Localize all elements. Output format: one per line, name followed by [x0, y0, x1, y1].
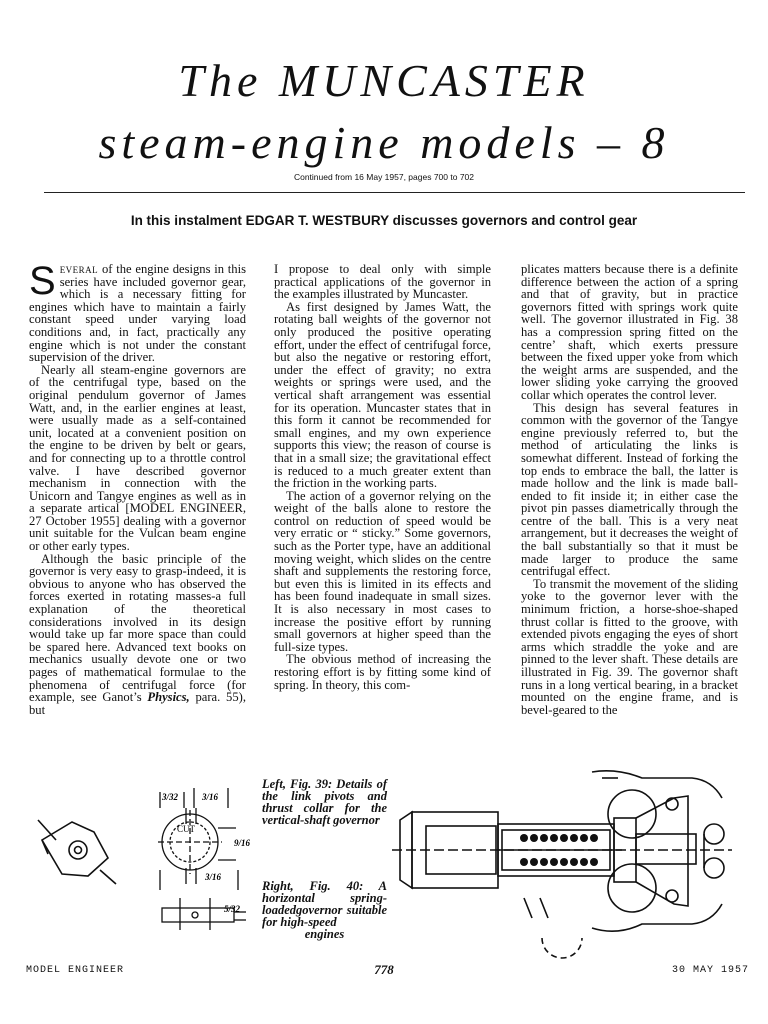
paragraph: Nearly all steam-engine governors are of the centrifugal type, based on the original pendulum governor of James Watt, and, in the earlier engines at least, were usually made as a self-contained unit, located at a convenient position on the engine to be driven by belt or gears, and for connecting up to a throttle control valve. I have described governor mechanism in connection with the Unicorn and Tangye engines as well as in a separate artical [MODEL ENGINEER, 27 October 1955] dealing with a governor unit suitable for the Vulcan beam engine or other early types. [29, 362, 246, 554]
paragraph [29, 259, 246, 365]
header-rule [44, 192, 745, 193]
paragraph: As first designed by James Watt, the rotating ball weights of the governor not only produced the positive operating effort, under the effect of centrifugal force, but also the negative or restoring effort, under the effect of gravity; no extra weights or springs were used, and the vertical shaft arrangement was essential for its operation. Muncaster states that in this form it cannot be recommended for small engines, and my own experience supports this view; the reason of course is that in a small size; the gravitational effect is reduced to a much greater extent than the friction in the working parts. [274, 299, 491, 491]
paragraph: This design has several features in common with the governor of the Tangye engine previously referred to, but the method of articulating the links is somewhat different. Instead of forking the top ends to embrace the ball, the latter is made hollow and the link is made ball-ended to fit inside it; in either case the pivot pin passes diametrically through the centre of the ball. This is a very neat arrangement, but it decreases the weight of the ball substantially so that it must be made larger to produce the same centrifugal effect. [521, 400, 738, 579]
figure-39-collar-detail [28, 810, 123, 890]
paragraph: To transmit the movement of the sliding yoke to the governor lever with the minimum friction, a horse-shoe-shaped thrust collar is fitted to the groove, with extended pivots engaging the eyes of short arms which straddle the yoke and are pinned to the lever shaft. These details are illustrated in Fig. 39. The governor shaft runs in a long vertical bearing, in a bracket mounted on the engine frame, and is bevel-geared to the [521, 576, 738, 717]
caption-text: Right, Fig. 40: A horizontal spring-loadedgovernor suitable for high-speed [262, 879, 387, 929]
paragraph: The action of a governor relying on the weight of the balls alone to restore the control on reduction of speed would be very erratic or “ sticky.” Some governors, such as the Porter type, have an additional moving weight, which slides on the centre shaft and supplements the restoring force, but even this is limited in its effects and has been found inadequate in small sizes. It is also necessary in most cases to increase the positive effort by running small governors at higher speed than the full-size types. [274, 488, 491, 654]
footer-date: 30 MAY 1957 [672, 965, 750, 976]
dimension-label: 3/32 [162, 792, 179, 802]
standfirst: In this instalment EDGAR T. WESTBURY discusses governors and control gear [130, 213, 638, 228]
paragraph-text: Although the basic principle of the governor is very easy to grasp-indeed, it is obvious to anyone who has observed the forces exerted in rotating masses-a full explanation of the theoretical considerations involved in its design would take up far more space than could be spared here. Advanced text books on mechanics usually devote one or two pages of mathematical formulae to the phenomena of centrifugal force (for example, see Ganot’s [29, 551, 246, 705]
dimension-label: 5/32 [224, 904, 241, 914]
title-line-2: steam-engine models – 8 [98, 117, 670, 168]
article-column-3 [521, 263, 738, 753]
continued-note: Continued from 16 May 1957, pages 700 to 702 [293, 172, 475, 182]
footer-page-number: 778 [374, 962, 394, 977]
figure-39-ring-detail [150, 780, 260, 940]
dimension-label: 9/16 [234, 838, 251, 848]
article-column-2 [274, 263, 491, 753]
book-title: Physics, [147, 690, 190, 705]
title-line-1: The MUNCASTER [178, 55, 590, 106]
article-column-1 [29, 259, 246, 753]
caption-text: engines [304, 927, 345, 941]
paragraph: I propose to deal only with simple practical applications of the governor in the examples illustrated by Muncaster. [274, 262, 491, 302]
paragraph: plicates matters because there is a definite difference between the action of a spring and that of gravity, but in practice governors fitted with springs work quite well. The governor illustrated in Fig. 38 has a compression spring fitted on the centre’ shaft, which exerts pressure between the fixed upper yoke from which the weight arms are suspended, and the lower sliding yoke carrying the grooved collar which operates the control lever. [521, 262, 738, 402]
paragraph: The obvious method of increasing the restoring effort is by fitting some kind of spring. In theory, this com- [274, 652, 491, 692]
drop-cap: S [29, 259, 56, 303]
cut-label: CUT [177, 824, 195, 834]
paragraph [29, 553, 246, 717]
lead-word: everal [59, 262, 99, 276]
footer-magazine: MODEL ENGINEER [26, 965, 125, 976]
figure-39-caption: Left, Fig. 39: Details of the link pivots and thrust collar for the vertical-shaft governor [262, 777, 387, 827]
paragraph-text: of the engine designs in this series have included governor gear, which is a necessary fitting for engines which have to maintain a fairly constant speed under varying load conditions and, in fact, practically any engine which is not under the constant supervision of the driver. [29, 262, 246, 365]
dimension-label: 3/16 [202, 792, 219, 802]
dimension-label: 3/16 [205, 872, 222, 882]
figure-40-governor-drawing [392, 768, 742, 960]
paragraph-text: para. 55), but [29, 690, 246, 717]
figure-40-caption [262, 880, 387, 940]
